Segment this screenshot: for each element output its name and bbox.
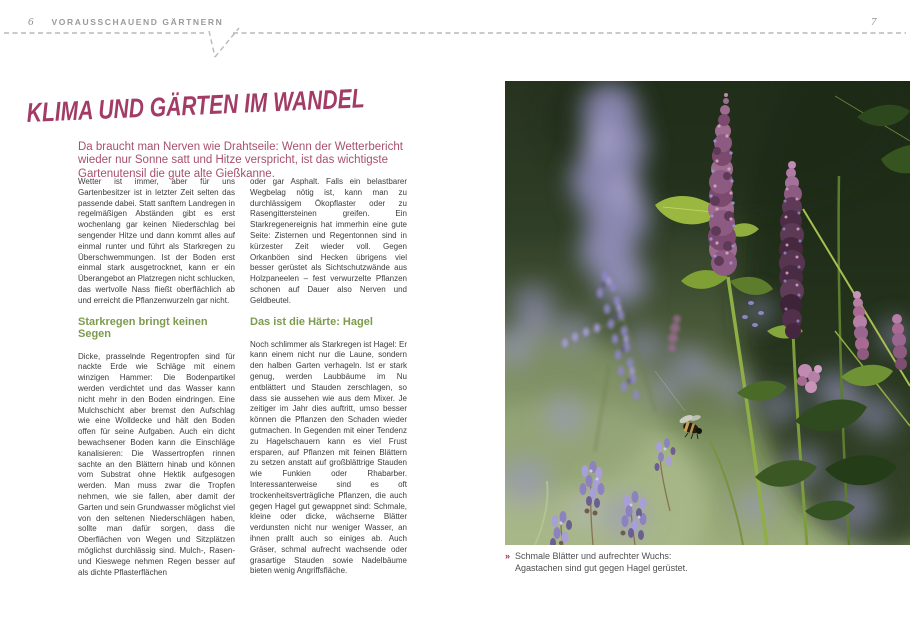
agastache-photo bbox=[505, 81, 910, 545]
dashed-rule bbox=[0, 0, 910, 64]
text-columns bbox=[78, 177, 408, 578]
caption-text: Schmale Blätter und aufrechter Wuchs: Agastachen sind gut gegen Hagel gerüstet. bbox=[515, 551, 688, 573]
column-1 bbox=[78, 177, 235, 578]
intro-paragraph: Da braucht man Nerven wie Drahtseile: Wenn der Wetterbericht wieder nur Sonne satt und Hitze verspricht, ist das wichtigste Gartenutensil die gute alte Gießkanne. bbox=[78, 140, 403, 180]
paragraph: Dicke, prasselnde Regentropfen sind für nackte Erde wie Schläge mit einem winzigen Hammer: Die Bodenpartikel werden verdichtet und das Wasser kann nicht mehr in den Boden eindringen. Eine Mulchschicht aber bremst den Aufschlag wie eine Wolldecke und hält den Boden offen für seine Aufgaben. Auch ein dicht bewachsener Boden kann die Einschläge kanalisieren: Die Wassertropfen rinnen sachte an den Blättern hinab und können vom Substrat ohne Hektik aufgesogen werden. Man muss zwar die Tropfen nehmen, wie sie fallen, aber damit der Garten und sein Grundwasser möglichst viel von den seltenen Niederschlägen haben, sollte man dafür sorgen, dass die Oberflächen von Wegen und Sitzplätzen möglichst durchlässig sind. Mulch-, Rasen- und Kieswege nehmen Regen besser auf als dichte Pflasterflächen bbox=[78, 351, 235, 577]
paragraph: oder gar Asphalt. Falls ein belastbarer Wegbelag nötig ist, kann man zu durchlässigem Ökopflaster oder zu Rasengittersteinen greifen. Ein Starkregenereignis hat immerhin eine gute Seite: Zisternen und Regentonnen sind in kürzester Zeit wieder voll. Gegen Orkanböen sind Hecken übrigens viel besser gerüstet als Sichtschutzwände aus Holzpaneelen – fest verwurzelte Pflanzen schonen auf Dauer also Nerven und Geldbeutel. bbox=[250, 177, 407, 305]
article-title: KLIMA UND GÄRTEN IM WANDEL bbox=[26, 83, 366, 129]
running-title: VORAUSSCHAUEND GÄRTNERN bbox=[51, 17, 224, 27]
paragraph: Wetter ist immer, aber für uns Gartenbesitzer ist in letzter Zeit selten das passende dabei. Statt sanftem Landregen in regelmäßigen Abständen gibt es erst wochenlang gar keinen Niederschlag bei sengender Hitze und dann kommt alles auf einmal runter und führt als Starkregen zu Überschwemmungen. Ist der Boden erst einmal stark ausgetrocknet, kann er ein Überangebot an Platzregen nicht schlucken, das wertvolle Nass fließt oberflächlich ab und erreicht die Pflanzenwurzeln gar nicht. bbox=[78, 177, 235, 305]
photo-caption bbox=[505, 551, 715, 574]
caption-marker: » bbox=[505, 551, 511, 561]
page-number-right: 7 bbox=[871, 16, 877, 28]
page-number-left: 6 bbox=[28, 16, 34, 28]
subheading-starkregen: Starkregen bringt keinen Segen bbox=[78, 315, 208, 340]
agastache-photo-art bbox=[505, 81, 910, 545]
column-2 bbox=[250, 177, 407, 578]
paragraph: Noch schlimmer als Starkregen ist Hagel: Er kann einem nicht nur die Laune, sondern den halben Garten verhageln. Ist er stark genug, werden Laubbäume im Nu entblättert und Stauden zerschlagen, so dass sie aussehen wie aus dem Mixer. Je zeitiger im Jahr dies auftritt, umso besser können die Pflanzen den Schaden wieder gutmachen. In Gegenden mit einer Tendenz zu Hagelschauern kann es viel Frust ersparen, auf Pflanzen mit feinen Blättern zu setzen anstatt auf großblättrige Stauden wie Funkien oder Rhabarber. Interessanterweise sind es oft trockenheitsverträgliche Pflanzen, die auch gegen Hagel gut gewappnet sind: Schmale, kleine oder dicke, wächserne Blätter verdunsten nicht nur weniger Wasser, an ihnen prallt auch so einiges ab. Auch Gräser, schmal aufrecht wachsende oder grasartige Stauden sowie Nadelbäume bieten wenig Angriffsfläche. bbox=[250, 339, 407, 576]
subheading-hagel: Das ist die Härte: Hagel bbox=[250, 315, 373, 328]
